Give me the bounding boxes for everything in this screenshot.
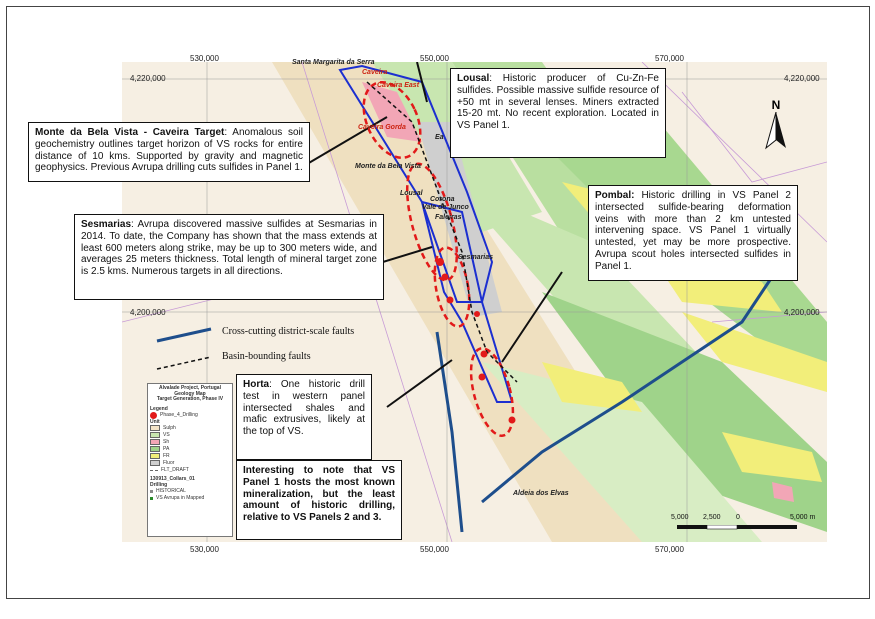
- coord-bottom-570000: 570,000: [655, 545, 684, 554]
- legend-unit-label: FLT_DRAFT: [161, 467, 189, 473]
- legend-row-drilling: [150, 412, 230, 419]
- scale-label-5000: 5,000: [671, 514, 689, 521]
- north-arrow-icon: [764, 112, 788, 152]
- dot-icon: [150, 490, 153, 493]
- legend-avrupa-label: VS Avrupa in Mapped: [156, 495, 205, 501]
- drill-hole: [474, 311, 480, 317]
- dot-icon: [150, 497, 153, 500]
- coord-left-4220000: 4,220,000: [130, 74, 166, 83]
- line-legend-symbols: [155, 325, 215, 375]
- callout-sesmarias: [74, 214, 384, 300]
- place-lousal: Lousal: [400, 190, 423, 197]
- callout-pombal: [588, 185, 798, 281]
- callout-sesmarias-text: : Avrupa discovered massive sulfides at Sesmarias in 2014. To date, the Company has shown that the mass extends at least 600 meters along strike, may be up to 300 meters wide, and averages 25 meters thickness. Total length of mineral target zone is 2.5 kms. Numerous targets in all directions.: [81, 219, 377, 278]
- coord-top-530000: 530,000: [190, 54, 219, 63]
- red-dot-icon: [150, 412, 157, 419]
- drill-hole: [442, 274, 449, 281]
- callout-monte-text: : Anomalous soil geochemistry outlines target horizon of VS rocks for entire distance of 10 kms. Supported by gravity and magnetic geophysics. Previous Avrupa drilling cuts sulfides in Panel 1.: [35, 127, 303, 174]
- callout-monte-bela-vista: [28, 122, 310, 182]
- legend-row-unit: [150, 446, 230, 453]
- coord-bottom-530000: 530,000: [190, 545, 219, 554]
- coord-top-570000: 570,000: [655, 54, 684, 63]
- callout-lousal: [450, 68, 666, 158]
- legend-drilling-label: Phase_4_Drilling: [160, 412, 198, 418]
- place-santa-margarita: Santa Margarita da Serra: [292, 59, 375, 66]
- legend-row-unit: [150, 425, 230, 432]
- map-legend: [147, 383, 233, 537]
- legend-row-unit: [150, 460, 230, 467]
- legend-basin-bounding-faults: Basin-bounding faults: [222, 351, 311, 362]
- callout-pombal-text: Historic drilling in VS Panel 2 intersected sulfide-bearing deformation veins with more than 2 km untested intervening space. VS Panel 1 virtually untested, yet may be more prospective. Avrupa scout holes intersected sulfides in Panel 1.: [595, 190, 791, 272]
- legend-row-unit: [150, 439, 230, 446]
- drill-hole: [447, 297, 454, 304]
- scale-bar: [677, 525, 801, 533]
- legend-heading: Legend: [150, 405, 168, 412]
- scale-label-5000m: 5,000 m: [790, 514, 816, 521]
- legend-collars-heading: 130913_Collars_01: [150, 475, 195, 482]
- legend-title-3: Target Generation, Phase IV: [156, 396, 224, 402]
- place-monte-bela-vista: Monte da Bela Vista: [355, 163, 421, 170]
- callout-lousal-text: : Historic producer of Cu-Zn-Fe sulfides. Possible massive sulfide resource of +50 mt in several lenses. Miners extracted 15-20 mt. No recent exploration. Located in VS Panel 1.: [457, 73, 659, 132]
- legend-row-unit: [150, 453, 230, 460]
- legend-unit-label: Sh: [163, 439, 170, 445]
- north-label: N: [771, 98, 781, 112]
- legend-title-2: Geology Map: [174, 390, 206, 397]
- callout-pombal-title: Pombal:: [595, 190, 635, 201]
- place-ea: Ea: [435, 134, 444, 141]
- legend-title-1: Alvalade Project, Portugal: [159, 385, 221, 391]
- legend-unit-label: FR: [163, 453, 170, 459]
- callout-horta: [236, 374, 372, 460]
- place-vale-de-junco: Vale de Junco: [422, 204, 469, 211]
- coord-bottom-550000: 550,000: [420, 545, 449, 554]
- callout-horta-title: Horta: [243, 379, 270, 390]
- drill-hole: [479, 374, 486, 381]
- callout-note: [236, 460, 402, 540]
- place-corona: Corona: [430, 196, 455, 203]
- legend-unit-label: PA: [163, 446, 170, 452]
- legend-unit-heading: Unit: [150, 418, 160, 425]
- place-caveira: Caveira: [362, 69, 388, 76]
- coord-left-4200000: 4,200,000: [130, 308, 166, 317]
- drill-hole: [509, 417, 516, 424]
- callout-note-text: Interesting to note that VS Panel 1 hosts the most known mineralization, but the least amount of historic drilling, relative to VS Panels 2 and 3.: [243, 465, 395, 524]
- legend-unit-label: Sulph: [163, 425, 176, 431]
- coord-right-4220000: 4,220,000: [784, 74, 820, 83]
- legend-row-avrupa: [150, 495, 230, 502]
- drill-hole: [481, 351, 488, 358]
- legend-row-unit: [150, 432, 230, 439]
- legend-unit-label: Fluor: [163, 460, 175, 466]
- place-sesmarias: Sesmarias: [458, 254, 494, 261]
- place-caveira-east: Caveira East: [377, 82, 420, 89]
- callout-horta-text: : One historic drill test in western panel intersected shales and mafic extrusives, likely at the top of VS.: [243, 379, 365, 438]
- callout-sesmarias-title: Sesmarias: [81, 219, 132, 230]
- legend-row-unit: [150, 467, 230, 474]
- legend-cross-cutting-faults: Cross-cutting district-scale faults: [222, 326, 355, 337]
- place-caveira-gorda: Caveira Gorda: [358, 124, 406, 131]
- legend-historical-label: HISTORICAL: [156, 488, 186, 494]
- legend-row-historical: [150, 488, 230, 495]
- coord-right-4200000: 4,200,000: [784, 308, 820, 317]
- place-aldeia-dos-elvas: Aldeia dos Elvas: [513, 490, 569, 497]
- drill-hole: [436, 258, 444, 266]
- callout-monte-title: Monte da Bela Vista - Caveira Target: [35, 127, 225, 138]
- coord-top-550000: 550,000: [420, 54, 449, 63]
- scale-label-0: 0: [736, 514, 740, 521]
- callout-lousal-title: Lousal: [457, 73, 490, 84]
- legend-unit-label: VS: [163, 432, 170, 438]
- scale-label-2500: 2,500: [703, 514, 721, 521]
- legend-drilling-heading: Drilling: [150, 481, 168, 488]
- place-faleiras: Faleiras: [435, 214, 462, 221]
